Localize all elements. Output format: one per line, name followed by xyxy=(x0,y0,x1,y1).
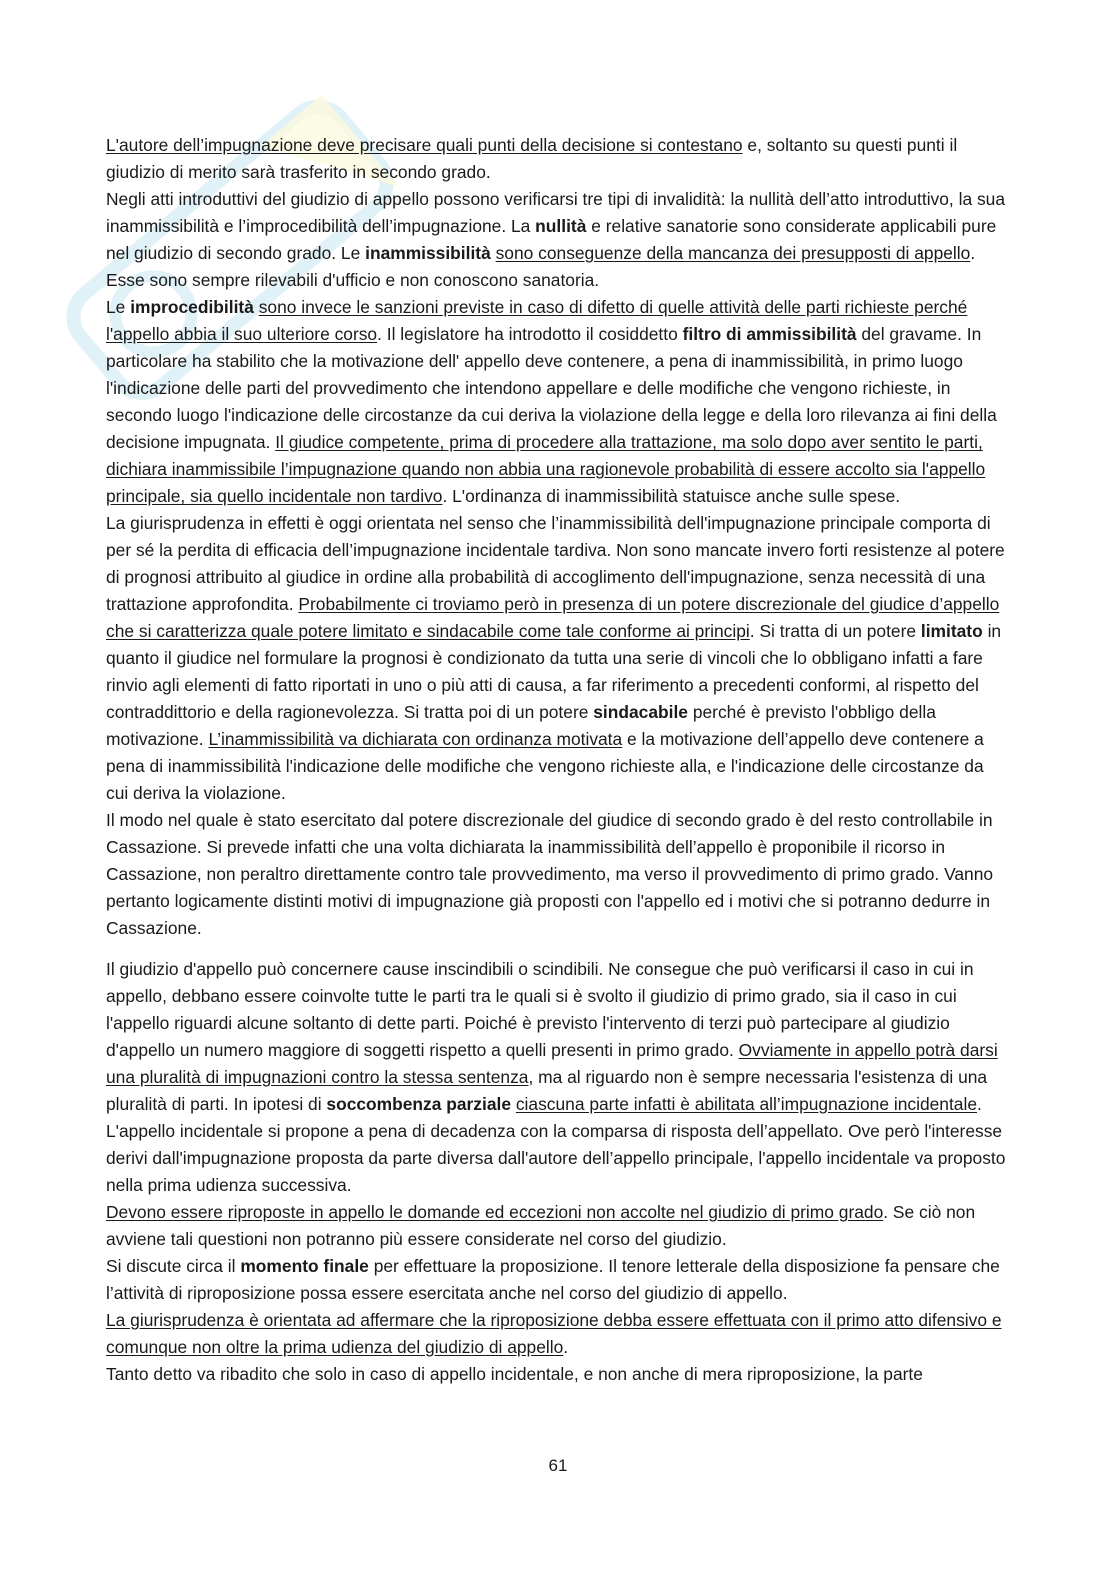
bold-term: soccombenza parziale xyxy=(326,1094,512,1114)
bold-term: nullità xyxy=(535,216,587,236)
bold-term: limitato xyxy=(920,621,983,641)
text-run: , ma al riguardo non è sempre necessaria l'esistenza di una pluralità di parti. In ipotesi di xyxy=(106,1067,988,1114)
text-run: e la motivazione dell’appello deve contenere a pena di inammissibilità l'indicazione delle modifiche che vengono richieste alla, e l'indicazione delle circostanze da cui deriva la violazione. xyxy=(106,729,984,803)
underlined-text: La giurisprudenza è orientata ad affermare che la riproposizione debba essere effettuata con il primo atto difensivo e comunque non oltre la prima udienza del giudizio di appello xyxy=(106,1310,1002,1357)
paragraph xyxy=(106,1361,1010,1388)
document-body xyxy=(106,132,1010,1388)
text-run: Negli atti introduttivi del giudizio di appello possono verificarsi tre tipi di invalidità: la nullità dell’atto introduttivo, la sua inammissibilità e l’improcedibilità dell’impugnazione. La xyxy=(106,189,1005,236)
underlined-text: sono conseguenze della mancanza dei presupposti di appello xyxy=(495,243,971,263)
text-run: Il giudizio d'appello può concernere cause inscindibili o scindibili. Ne consegue che può verificarsi il caso in cui in appello, debbano essere coinvolte tutte le parti tra le quali si è svolto il giudizio di primo grado, sia il caso in cui l'appello riguardi alcune soltanto di dette parti. Poiché è previsto l'intervento di terzi può partecipare al giudizio d'appello un numero maggiore di soggetti rispetto a quelli presenti in primo grado. xyxy=(106,959,974,1060)
bold-term: inammissibilità xyxy=(365,243,491,263)
text-run: . xyxy=(563,1337,569,1357)
text-run: . Il legislatore ha introdotto il cosiddetto xyxy=(377,324,683,344)
bold-term: filtro di ammissibilità xyxy=(682,324,857,344)
text-run: . Se ciò non avviene tali questioni non potranno più essere considerate nel corso del giudizio. xyxy=(106,1202,976,1249)
paragraph xyxy=(106,294,1010,510)
paragraph xyxy=(106,1307,1010,1361)
underlined-text: ciascuna parte infatti è abilitata all’impugnazione incidentale xyxy=(515,1094,978,1114)
paragraph xyxy=(106,510,1010,807)
text-run: Tanto detto va ribadito che solo in caso di appello incidentale, e non anche di mera riproposizione, la parte xyxy=(106,1364,923,1384)
text-run: Il modo nel quale è stato esercitato dal potere discrezionale del giudice di secondo grado è del resto controllabile in Cassazione. Si prevede infatti che una volta dichiarata la inammissibilità dell’appello è proponibile il ricorso in Cassazione, non peraltro direttamente contro tale provvedimento, ma verso il provvedimento di primo grado. Vanno pertanto logicamente distinti motivi di impugnazione già proposti con l'appello ed i motivi che si potranno dedurre in Cassazione. xyxy=(106,810,994,938)
underlined-text: Il giudice competente, prima di procedere alla trattazione, ma solo dopo aver sentito le parti, dichiara inammissibile l’impugnazione quando non abbia una ragionevole probabilità di essere accolto sia l'appello principale, sia quello incidentale non tardivo xyxy=(106,432,986,506)
paragraph xyxy=(106,132,1010,186)
text-run: e, soltanto su questi punti il giudizio di merito sarà trasferito in secondo grado. xyxy=(106,135,958,182)
paragraph xyxy=(106,1253,1010,1307)
bold-term: improcedibilità xyxy=(130,297,254,317)
text-run: La giurisprudenza in effetti è oggi orientata nel senso che l’inammissibilità dell'impugnazione principale comporta di per sé la perdita di efficacia dell’impugnazione incidentale tardiva. Non sono mancate invero forti resistenze al potere di prognosi attribuito al giudice in ordine alla probabilità di accoglimento dell'impugnazione, senza necessità di una trattazione approfondita. xyxy=(106,513,1005,614)
underlined-text: sono invece le sanzioni previste in caso di difetto di quelle attività delle parti richieste perché l'appello abbia il suo ulteriore corso xyxy=(106,297,968,344)
page-number: 61 xyxy=(548,1456,568,1475)
paragraph xyxy=(106,956,1010,1199)
paragraph xyxy=(106,1199,1010,1253)
underlined-text: Devono essere riproposte in appello le domande ed eccezioni non accolte nel giudizio di primo grado xyxy=(106,1202,884,1222)
text-run: e relative sanatorie sono considerate applicabili pure nel giudizio di secondo grado. Le xyxy=(106,216,997,263)
underlined-text: Probabilmente ci troviamo però in presenza di un potere discrezionale del giudice d’appello che si caratterizza quale potere limitato e sindacabile come tale conforme ai principi xyxy=(106,594,1000,641)
bold-term: sindacabile xyxy=(593,702,688,722)
underlined-text: L'autore dell’impugnazione deve precisare quali punti della decisione si contestano xyxy=(106,135,743,155)
text-run: per effettuare la proposizione. Il tenore letterale della disposizione fa pensare che l’attività di riproposizione possa essere esercitata anche nel corso del giudizio di appello. xyxy=(106,1256,1000,1303)
text-run: Si discute circa il xyxy=(106,1256,241,1276)
paragraph xyxy=(106,807,1010,942)
paragraph xyxy=(106,186,1010,294)
text-run: Le xyxy=(106,297,131,317)
text-run: . L'appello incidentale si propone a pena di decadenza con la comparsa di risposta dell’appellato. Ove però l'interesse derivi dall'impugnazione proposta da parte diversa dall'autore dell’appello principale, l'appello incidentale va proposto nella prima udienza successiva. xyxy=(106,1094,1006,1195)
text-run: del gravame. In particolare ha stabilito che la motivazione dell' appello deve contenere, a pena di inammissibilità, in primo luogo l'indicazione delle parti del provvedimento che intendono appellare e delle modifiche che vengono richieste, in secondo luogo l'indicazione delle circostanze da cui deriva la violazione della legge e della loro rilevanza ai fini della decisione impugnata. xyxy=(106,324,997,452)
text-run: . Si tratta di un potere xyxy=(749,621,921,641)
text-run: in quanto il giudice nel formulare la prognosi è condizionato da tutta una serie di vincoli che lo obbligano infatti a fare rinvio agli elementi di fatto riportati in uno o più atti di causa, a far riferimento a precedenti conformi, al rispetto del contraddittorio e della ragionevolezza. Si tratta poi di un potere xyxy=(106,621,1002,722)
underlined-text: Ovviamente in appello potrà darsi una pluralità di impugnazioni contro la stessa sentenza xyxy=(106,1040,998,1087)
bold-term: momento finale xyxy=(240,1256,369,1276)
text-run: . Esse sono sempre rilevabili d'ufficio e non conoscono sanatoria. xyxy=(106,243,976,290)
text-run: . L'ordinanza di inammissibilità statuisce anche sulle spese. xyxy=(442,486,901,506)
text-run: perché è previsto l'obbligo della motivazione. xyxy=(106,702,936,749)
underlined-text: L’inammissibilità va dichiarata con ordinanza motivata xyxy=(208,729,623,749)
